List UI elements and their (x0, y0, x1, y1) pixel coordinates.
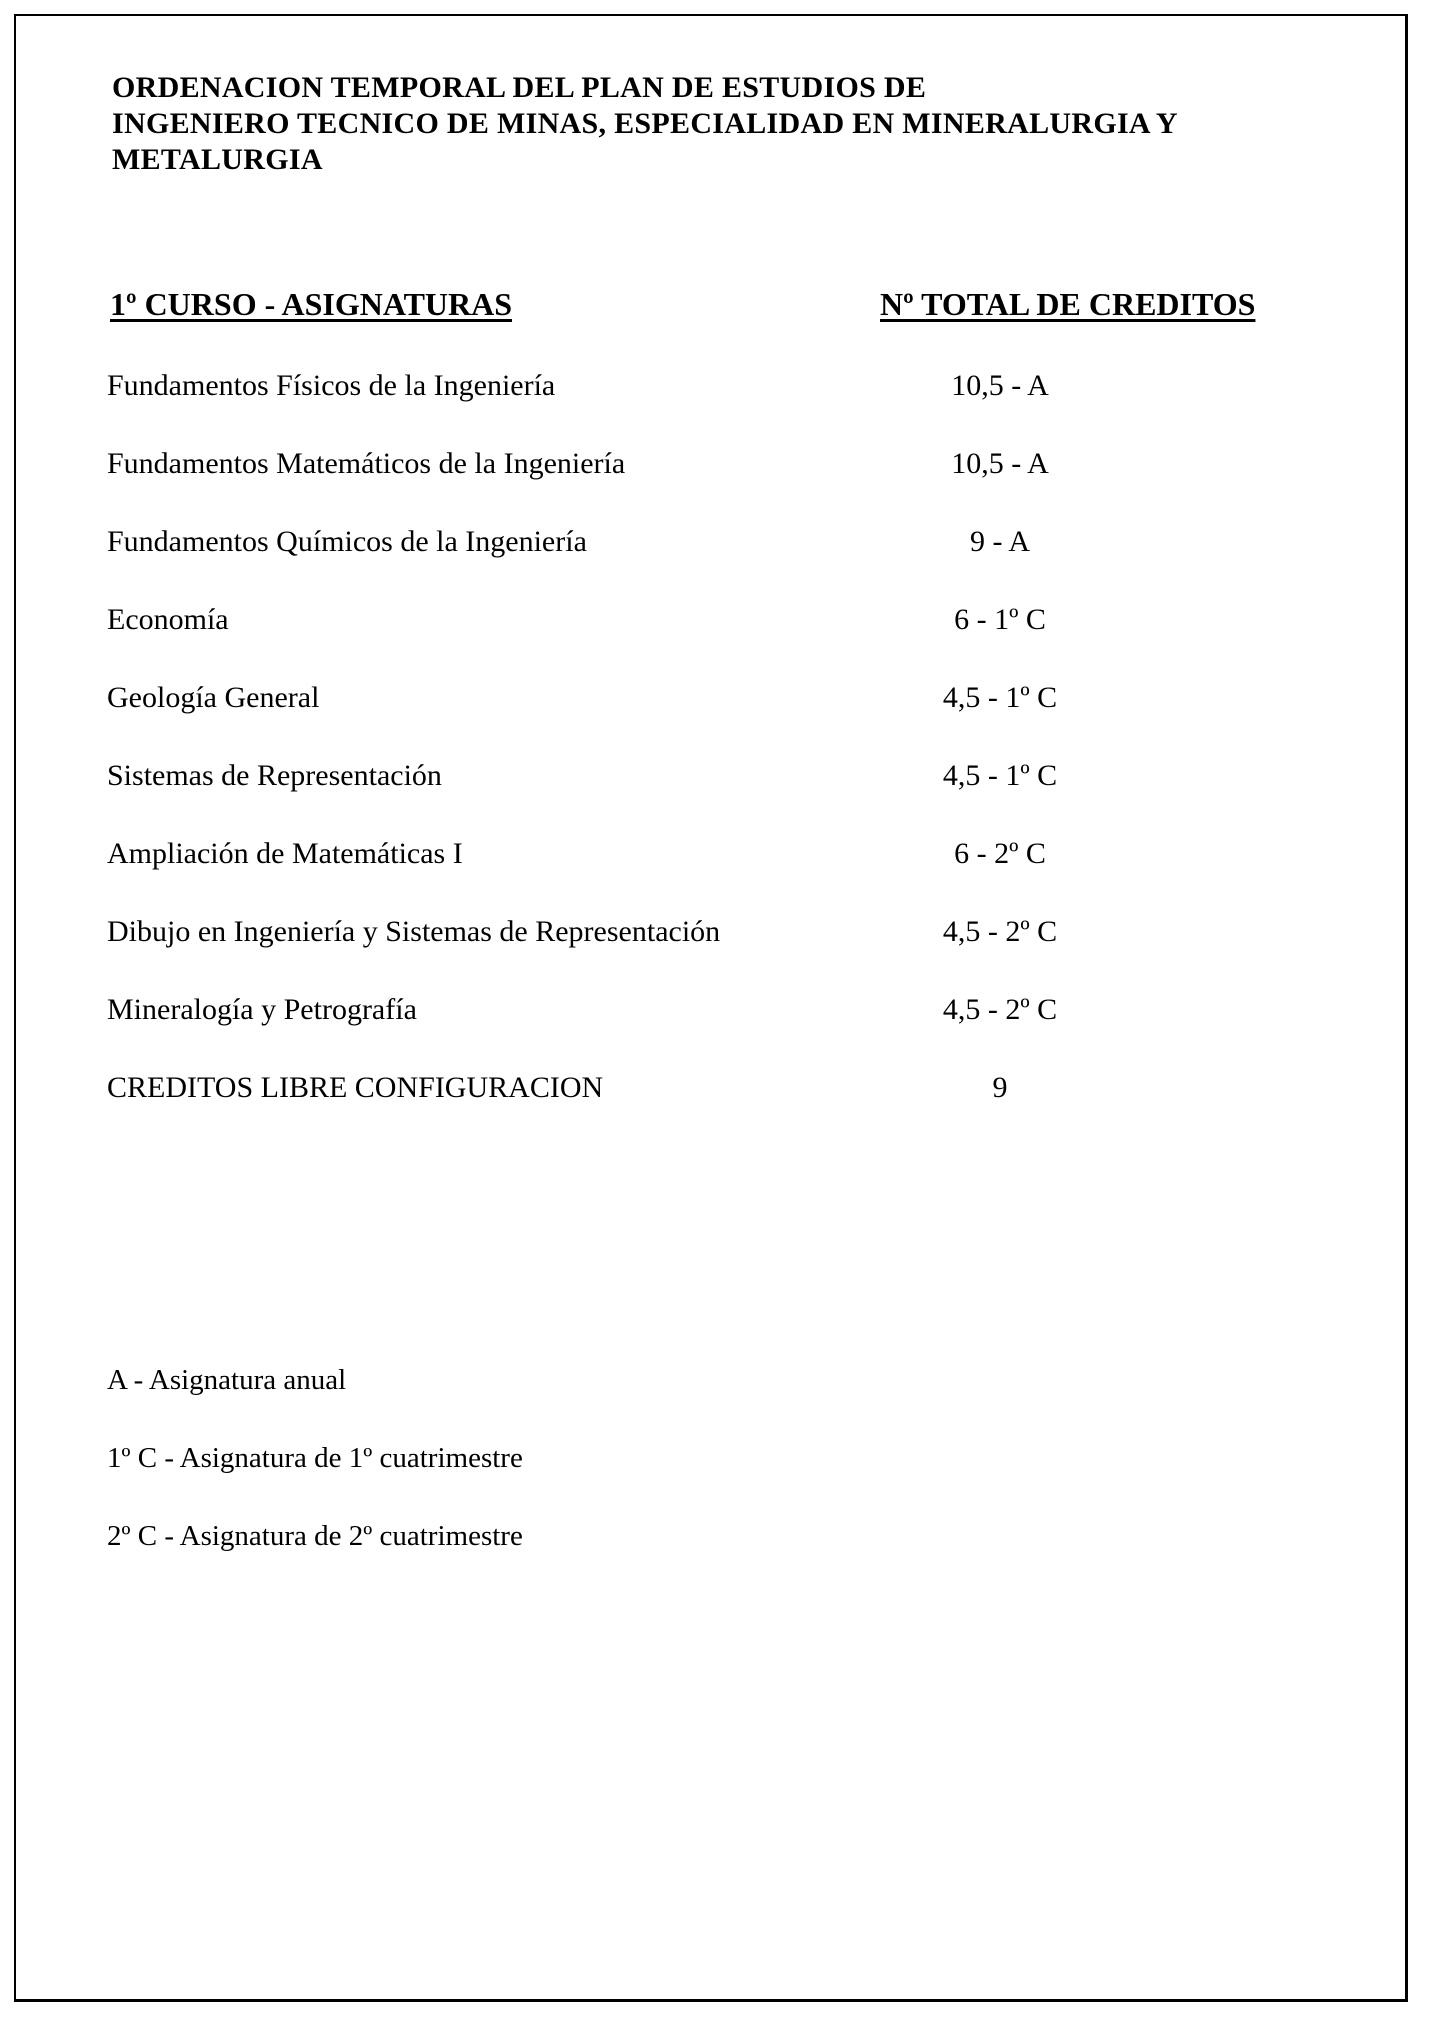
title-line: METALURGIA (112, 143, 323, 176)
table-row (0, 912, 1433, 952)
subject-name: Ampliación de Matemáticas I (107, 837, 463, 870)
subject-credits: 10,5 - A (951, 447, 1049, 480)
legend-item: 1º C - Asignatura de 1º cuatrimestre (107, 1442, 523, 1474)
subjects-column-header: 1º CURSO - ASIGNATURAS (110, 286, 513, 322)
table-row (0, 756, 1433, 796)
subject-name: Fundamentos Físicos de la Ingeniería (107, 369, 556, 402)
title-line: ORDENACION TEMPORAL DEL PLAN DE ESTUDIOS DE (112, 71, 927, 104)
subject-name: CREDITOS LIBRE CONFIGURACION (107, 1071, 604, 1104)
subject-credits: 4,5 - 1º C (942, 681, 1058, 714)
subject-credits: 10,5 - A (951, 369, 1049, 402)
title-line: INGENIERO TECNICO DE MINAS, ESPECIALIDAD EN MINERALURGIA Y (112, 107, 1178, 140)
subject-name: Mineralogía y Petrografía (107, 993, 417, 1026)
subject-name: Geología General (107, 681, 320, 714)
subject-credits: 4,5 - 1º C (942, 759, 1058, 792)
table-row (0, 1068, 1433, 1108)
subject-credits: 6 - 2º C (954, 837, 1046, 870)
table-row (0, 600, 1433, 640)
subject-name: Dibujo en Ingeniería y Sistemas de Representación (107, 915, 721, 948)
table-row (0, 834, 1433, 874)
table-row (0, 366, 1433, 406)
legend-item: A - Asignatura anual (107, 1364, 347, 1396)
subject-credits: 4,5 - 2º C (942, 915, 1058, 948)
subject-credits: 9 - A (970, 525, 1030, 558)
table-row (0, 990, 1433, 1030)
subject-name: Fundamentos Químicos de la Ingeniería (107, 525, 587, 558)
subject-name: Economía (107, 603, 229, 636)
table-row (0, 444, 1433, 484)
table-row (0, 522, 1433, 562)
subject-credits: 9 (992, 1071, 1008, 1104)
legend-item: 2º C - Asignatura de 2º cuatrimestre (107, 1520, 523, 1552)
subject-credits: 6 - 1º C (954, 603, 1046, 636)
subject-name: Fundamentos Matemáticos de la Ingeniería (107, 447, 626, 480)
document-title (112, 70, 1352, 178)
subject-name: Sistemas de Representación (107, 759, 442, 792)
table-row (0, 678, 1433, 718)
subject-credits: 4,5 - 2º C (942, 993, 1058, 1026)
credits-column-header: Nº TOTAL DE CREDITOS (880, 286, 1256, 322)
